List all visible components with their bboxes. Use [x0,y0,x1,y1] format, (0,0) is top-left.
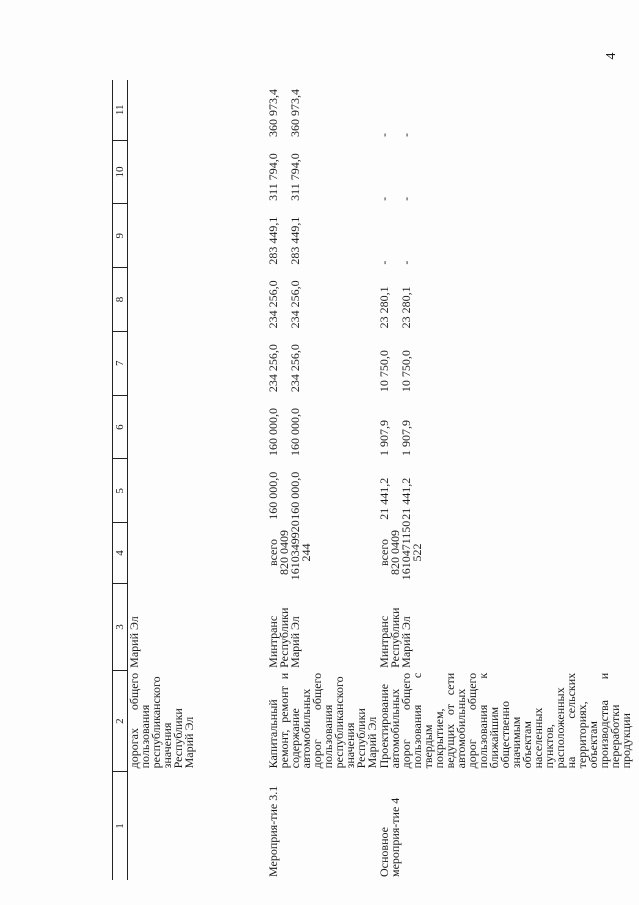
col-header-8: 8 [113,268,128,332]
budget-code: 820 0409 1610471150 522 [388,520,424,581]
row-description: Проектирование автомобильных дорог общего пользования с твердым покрытием, ведущих от сети автомобильных дорог общего пользования к ближайшим общественно значимым объектам населенных пунктов, расположенных на сельских территориях, объектам производства и переработки продукции [377,672,633,769]
total-label: всего [266,538,280,567]
table-row [128,80,268,880]
row-description: дорогах общего пользования республиканского значения Республики Марий Эл [127,672,196,769]
col-header-1: 1 [113,771,128,880]
row-description: Капитальный ремонт, ремонт и содержание автомобильных дорог общего пользования республиканского значения Республики Марий Эл [266,672,379,769]
value-cell: 360 973,4 360 973,4 [266,89,302,138]
value-cell: - - [377,133,413,138]
budget-class-cell [377,520,632,584]
value-cell: - - [377,196,413,201]
value-cell: 283 449,1 283 449,1 [266,216,302,265]
row-executor: Марий Эл [127,616,141,668]
row-code: Мероприя-тие 3.1 [266,785,280,877]
budget-class-cell [266,520,378,584]
row-executor: Минтранс Республики Марий Эл [266,607,302,668]
table-row [378,80,632,880]
col-header-6: 6 [113,395,128,459]
col-header-4: 4 [113,523,128,584]
table-row [267,80,378,880]
col-header-7: 7 [113,331,128,395]
value-cell: 234 256,0 234 256,0 [266,280,302,329]
col-header-3: 3 [113,583,128,671]
value-cell: 10 750,0 10 750,0 [377,350,413,393]
rotated-page [112,80,633,880]
col-header-11: 11 [113,80,128,140]
row-code [128,771,268,880]
budget-code: 820 0409 1610349920 244 [277,520,313,581]
value-cell: 23 280,1 23 280,1 [377,286,413,329]
value-cell: 234 256,0 234 256,0 [266,344,302,393]
value-cell: - - [377,260,413,265]
col-header-5: 5 [113,459,128,523]
value-cell: 1 907,9 1 907,9 [377,419,413,456]
col-header-9: 9 [113,204,128,268]
col-header-10: 10 [113,140,128,204]
row-executor: Минтранс Республики Марий Эл [377,607,413,668]
budget-table [112,80,632,880]
total-label: всего [377,538,391,567]
page-number: 4 [604,52,619,60]
value-cell: 311 794,0 311 794,0 [266,153,302,201]
value-cell: 160 000,0 160 000,0 [266,407,302,456]
value-cell: 21 441,2 21 441,2 [377,477,413,520]
value-cell: 160 000,0 160 000,0 [266,471,302,520]
column-number-header [113,80,128,880]
row-code: Основное мероприя-тие 4 [377,797,402,877]
col-header-2: 2 [113,671,128,772]
